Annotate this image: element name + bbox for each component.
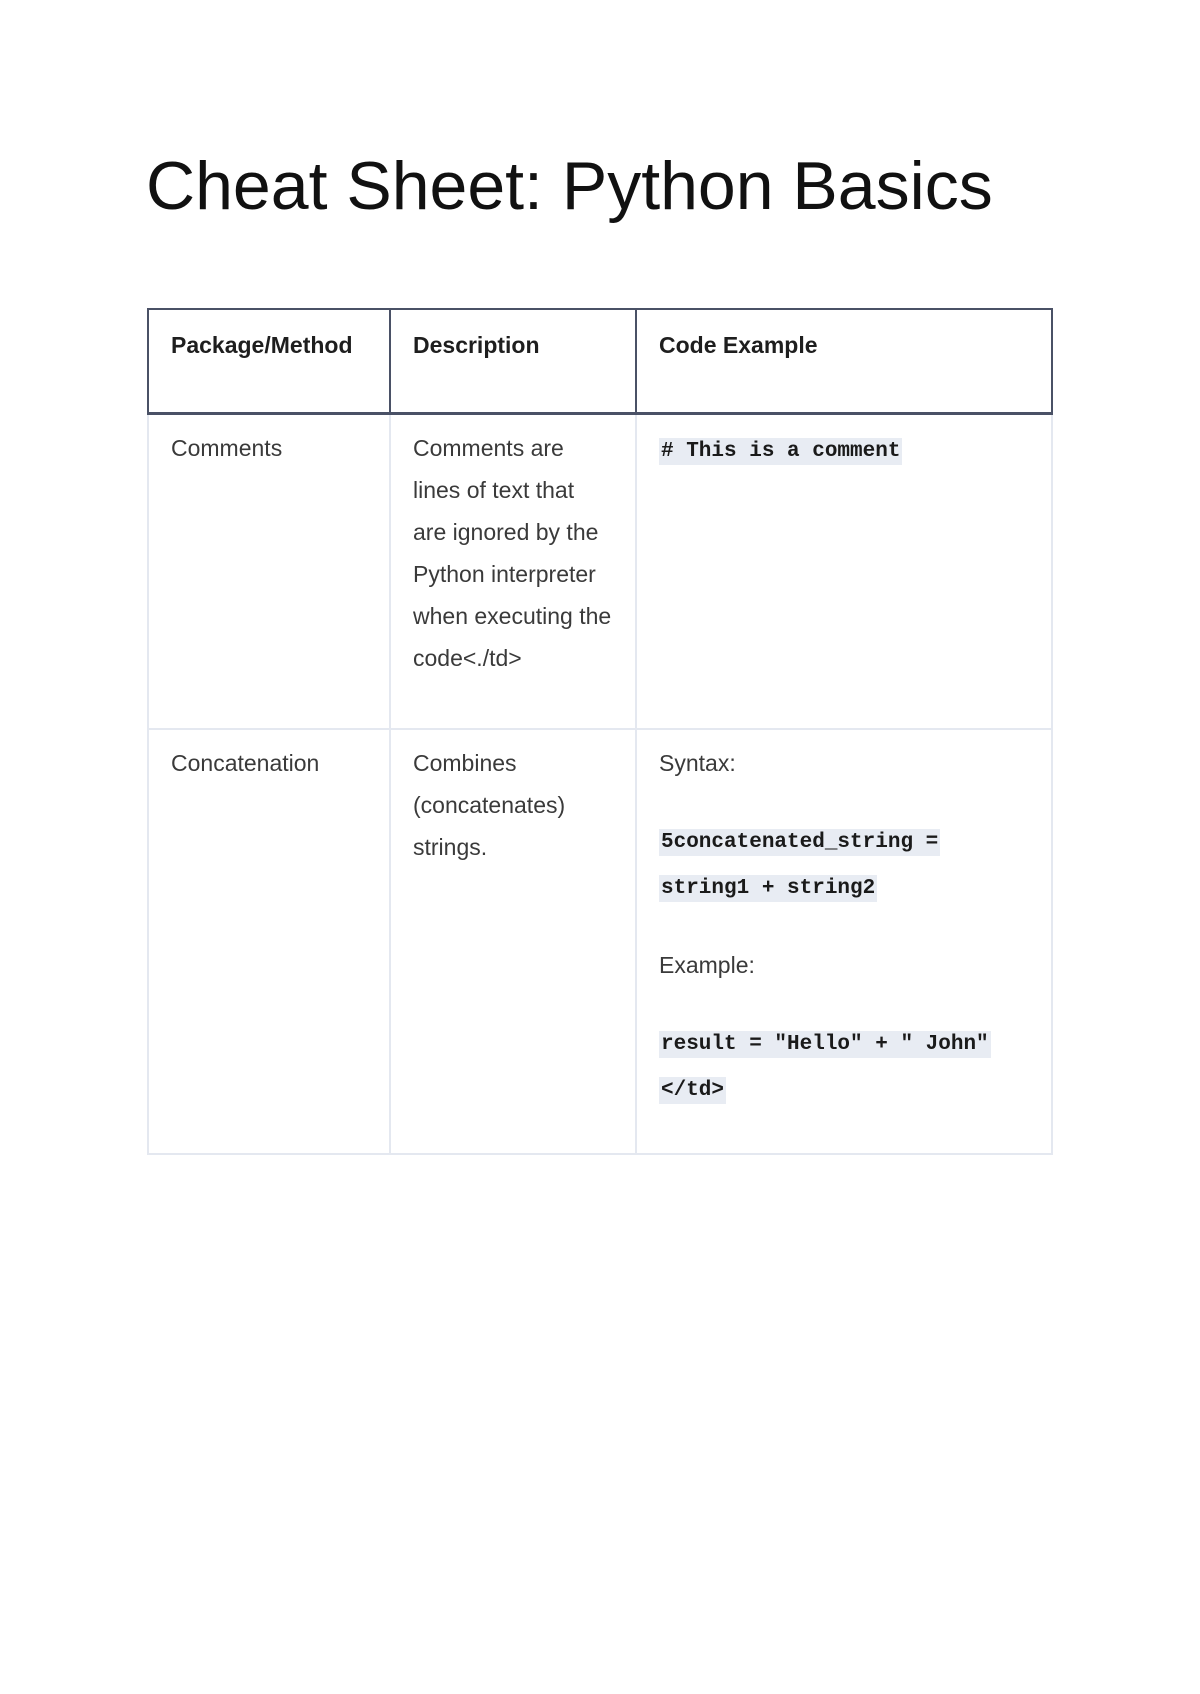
header-package-method: Package/Method xyxy=(148,309,390,413)
table-header-row xyxy=(148,309,1052,413)
table-row xyxy=(148,729,1052,1154)
example-code-snippet: result = "Hello" + " John"</td> xyxy=(661,1033,989,1102)
code-example-cell xyxy=(636,729,1052,1154)
page-title: Cheat Sheet: Python Basics xyxy=(146,148,993,224)
code-example-cell xyxy=(636,413,1052,729)
header-description: Description xyxy=(390,309,636,413)
code-snippet: # This is a comment xyxy=(661,439,901,463)
table-row xyxy=(148,413,1052,729)
description-cell: Combines (concatenates) strings. xyxy=(390,729,636,1154)
header-code-example: Code Example xyxy=(636,309,1052,413)
description-cell: Comments are lines of text that are ignored by the Python interpreter when executing the code<./td> xyxy=(390,413,636,729)
method-cell: Concatenation xyxy=(148,729,390,1154)
syntax-code-snippet: 5concatenated_string = string1 + string2 xyxy=(661,831,939,900)
cheat-sheet-table xyxy=(147,308,1053,1155)
example-label: Example: xyxy=(659,952,755,978)
method-cell: Comments xyxy=(148,413,390,729)
syntax-label: Syntax: xyxy=(659,750,736,776)
